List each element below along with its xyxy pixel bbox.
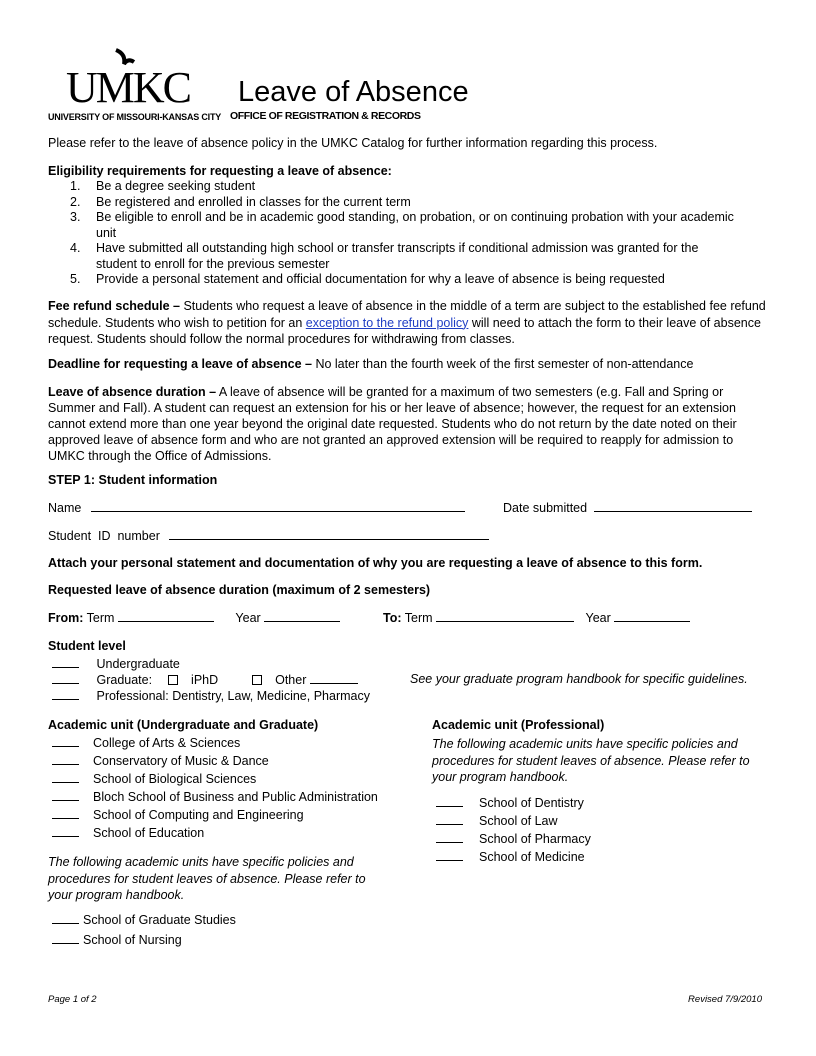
deadline-heading: Deadline for requesting a leave of absence – (48, 357, 312, 371)
list-item: School of Education (52, 824, 378, 842)
umkc-logo (48, 46, 222, 126)
list-item: School of Computing and Engineering (52, 806, 378, 824)
list-item: 2. Be registered and enrolled in classes for the current term (70, 194, 411, 209)
professional-blank[interactable] (52, 689, 79, 700)
student-level-heading: Student level (48, 639, 126, 653)
professional-unit-note: The following academic units have specific policies and procedures for student leaves of absence. Please refer to your program handbook. (432, 737, 750, 784)
iphd-checkbox[interactable] (168, 675, 178, 685)
other-checkbox[interactable] (252, 675, 262, 685)
logo-text: UMKC (66, 63, 191, 112)
list-item: Conservatory of Music & Dance (52, 752, 378, 770)
list-item: School of Medicine (436, 848, 591, 866)
academic-unit-heading: Academic unit (Undergraduate and Graduate) (48, 718, 319, 732)
to-row (383, 609, 690, 627)
list-item: School of Biological Sciences (52, 770, 378, 788)
to-label: To: (383, 611, 402, 625)
list-item: School of Law (436, 812, 591, 830)
list-item: 5. Provide a personal statement and official documentation for why a leave of absence is being requested (70, 272, 665, 286)
name-row (48, 499, 465, 517)
deadline-paragraph: Deadline for requesting a leave of absence – No later than the fourth week of the first semester of non-attendance (48, 357, 694, 371)
intro-text: Please refer to the leave of absence policy in the UMKC Catalog for further information regarding this process. (48, 136, 658, 150)
undergraduate-blank[interactable] (52, 657, 79, 668)
list-item: School of Graduate Studies (52, 910, 236, 930)
eligibility-heading: Eligibility requirements for requesting a leave of absence: (48, 164, 392, 178)
from-label: From: (48, 611, 84, 625)
attach-note: Attach your personal statement and documentation of why you are requesting a leave of absence to this form. (48, 556, 703, 570)
year-label: Year (235, 611, 261, 625)
logo-subtitle: UNIVERSITY OF MISSOURI-KANSAS CITY (48, 112, 222, 122)
level-graduate: Graduate: iPhD Other (52, 671, 358, 689)
student-id-row (48, 527, 489, 545)
name-field[interactable] (91, 500, 465, 512)
name-label: Name (48, 501, 82, 515)
from-row (48, 609, 340, 627)
office-name: OFFICE OF REGISTRATION & RECORDS (230, 110, 421, 122)
list-item: 3. Be eligible to enroll and be in academic good standing, on probation, or on continuing probation with your academic unit (70, 210, 734, 240)
graduate-blank[interactable] (52, 673, 79, 684)
fee-refund-heading: Fee refund schedule – (48, 299, 180, 313)
term-label: Term (404, 611, 433, 625)
list-item: School of Dentistry (436, 794, 591, 812)
step1-heading: STEP 1: Student information (48, 473, 218, 487)
page-title: Leave of Absence (238, 76, 469, 108)
special-unit-list (52, 910, 236, 950)
academic-unit-list (52, 734, 378, 842)
year-label: Year (585, 611, 611, 625)
level-undergraduate: Undergraduate (52, 655, 180, 673)
date-row (503, 499, 752, 517)
professional-unit-heading: Academic unit (Professional) (432, 718, 605, 732)
list-item: 1. Be a degree seeking student (70, 179, 256, 193)
to-year-field[interactable] (614, 610, 690, 622)
to-term-field[interactable] (436, 610, 574, 622)
student-id-field[interactable] (169, 528, 489, 540)
from-term-field[interactable] (118, 610, 214, 622)
revised-date: Revised 7/9/2010 (688, 994, 762, 1005)
student-id-label: Student ID number (48, 529, 160, 543)
fee-refund-paragraph: Fee refund schedule – Students who request a leave of absence in the middle of a term are subject to the established fee refund schedule. Students who wish to petition for an exception to the refund policy will need to attach the form to their leave of absence request. Students should follow the normal procedures for withdrawing from classes. (48, 299, 766, 346)
term-label: Term (86, 611, 115, 625)
professional-unit-list (436, 794, 591, 866)
list-item: Bloch School of Business and Public Administration (52, 788, 378, 806)
date-field[interactable] (594, 500, 752, 512)
academic-unit-note: The following academic units have specific policies and procedures for student leaves of absence. Please refer to your program handbook. (48, 855, 366, 902)
list-item: College of Arts & Sciences (52, 734, 378, 752)
page-number: Page 1 of 2 (48, 994, 97, 1005)
graduate-note: See your graduate program handbook for specific guidelines. (410, 672, 748, 686)
date-label: Date submitted (503, 501, 588, 515)
list-item: School of Nursing (52, 930, 236, 950)
list-item: School of Pharmacy (436, 830, 591, 848)
duration-heading: Leave of absence duration – (48, 385, 217, 399)
from-year-field[interactable] (264, 610, 340, 622)
duration-request-heading: Requested leave of absence duration (maximum of 2 semesters) (48, 583, 431, 597)
list-item: 4. Have submitted all outstanding high school or transfer transcripts if conditional admission was granted for the student to enroll for the previous semester (70, 241, 699, 271)
level-professional: Professional: Dentistry, Law, Medicine, Pharmacy (52, 687, 370, 705)
eligibility-list (48, 179, 738, 288)
refund-exception-link[interactable]: exception to the refund policy (305, 315, 469, 330)
other-field[interactable] (310, 672, 358, 684)
duration-paragraph: Leave of absence duration – A leave of absence will be granted for a maximum of two semesters (e.g. Fall and Spring or Summer and Fall). A student can request an extension for his or her leave of absence; however, the request for an extension cannot extend more than one year beyond the original date requested. Students who do not return by the date noted on their approved leave of absence form and who are not granted an approved extension will be required to reapply for admission to UMKC through the Office of Admissions. (48, 385, 737, 463)
